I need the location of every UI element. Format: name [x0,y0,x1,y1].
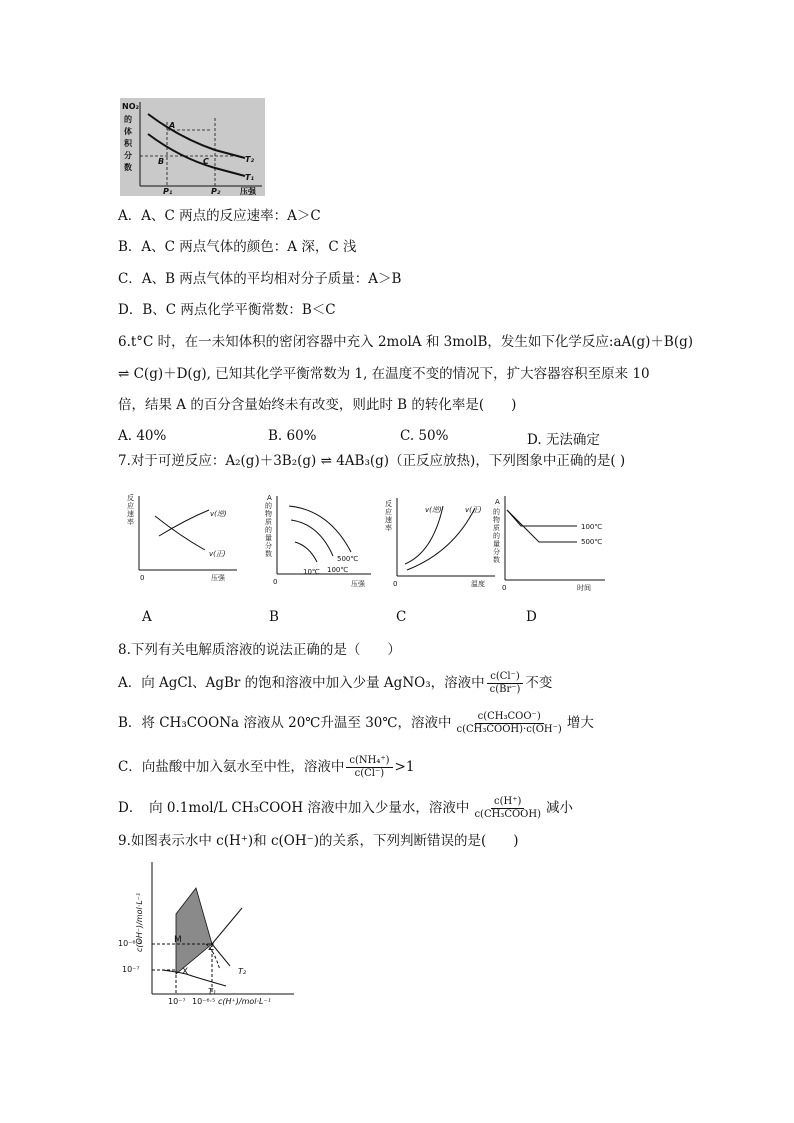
q8-option-d [118,796,573,821]
q8-c-den: c(Cl⁻) [354,768,385,779]
q9-point-x: X [182,967,189,977]
q7-stem: 7.对于可逆反应：A₂(g)＋3B₂(g) ⇌ 4AB₃(g)（正反应放热)，下列图象中正确的是( ) [118,453,626,469]
q6-option-a: A. 40% [118,428,167,444]
q5-option-b: B．A、C 两点气体的颜色：A 深，C 浅 [118,239,357,255]
q6-line-3: 倍，结果 A 的百分含量始终未有改变，则此时 B 的转化率是( ) [118,397,517,413]
graph-a-ylabel-0: 反 [127,494,134,502]
graph-b-xlabel: 压强 [351,580,365,588]
graph-b-t3: 10℃ [303,568,320,576]
graph-c-curve-2: v(正) [465,506,482,514]
q8-option-a [118,671,552,696]
graph-a-xlabel: 压强 [211,574,225,582]
graph-b-t1: 500℃ [337,555,359,563]
graph-c-xlabel: 温度 [471,580,485,588]
q8-a-pre: A．向 AgCl、AgBr 的饱和溶液中加入少量 AgNO₃，溶液中 [118,675,485,691]
q8-b-pre: B．将 CH₃COONa 溶液从 20℃升温至 30℃，溶液中 [118,715,452,731]
q6-option-c: C. 50% [400,428,449,444]
q8-b-post: 增大 [566,715,594,731]
graph-a-ylabel-1: 应 [127,502,134,510]
q9-figure [118,858,298,1008]
graph-c-origin: 0 [393,580,398,588]
q7-graph-d [493,492,613,592]
q8-c-num: c(NH₄⁺) [346,755,392,768]
q9-point-m: M [174,935,182,945]
q7-label-d: D [526,609,537,625]
graph-b-ylabel-0: A [267,494,272,502]
graph-b-ylabel-7: 数 [265,550,272,558]
figure-no2-volume-fraction [120,98,265,196]
graph-d-ylabel-5: 量 [493,540,500,548]
q5-option-a: A．A、C 两点的反应速率：A＞C [118,208,321,224]
fig1-ylabel-0: NO₂ [122,102,139,111]
fig1-point-c: C [203,157,209,166]
fig1-ylabel-3: 积 [124,139,132,148]
q8-d-fraction [471,796,544,821]
q8-b-fraction [454,711,565,736]
graph-c-ylabel-0: 反 [385,500,392,508]
graph-c-curve-1: v(逆) [425,506,442,514]
fig1-curve-t2: T₂ [245,155,254,164]
q9-stem: 9.如图表示水中 c(H⁺)和 c(OH⁻)的关系，下列判断错误的是( ) [118,833,519,849]
graph-b-ylabel-2: 物 [265,510,272,518]
q8-c-pre: C．向盐酸中加入氨水至中性，溶液中 [118,759,345,775]
fig1-ylabel-4: 分 [124,151,132,160]
q8-a-fraction [487,671,524,696]
q8-d-den: c(CH₃COOH) [474,809,541,820]
graph-c-ylabel-1: 应 [385,508,392,516]
graph-b-origin: 0 [273,578,278,586]
q7-label-b: B [269,609,279,625]
graph-b-ylabel-1: 的 [265,502,272,510]
q9-point-z: Z [208,943,215,953]
graph-d-ylabel-4: 的 [493,532,500,540]
q7-label-a: A [142,609,152,625]
q8-b-den: c(CH₃COOH)·c(OH⁻) [456,724,562,735]
q6-option-d: D. 无法确定 [527,432,600,448]
graph-b-ylabel-4: 的 [265,526,272,534]
q8-b-num: c(CH₃COO⁻) [475,711,544,724]
graph-d-xlabel: 时间 [577,584,591,592]
fig1-point-b: B [158,157,165,166]
fig1-point-a: A [169,121,176,130]
graph-d-ylabel-1: 的 [493,508,500,516]
graph-b-t2: 100℃ [327,566,349,574]
graph-a-ylabel-2: 速 [127,510,134,518]
q8-stem: 8.下列有关电解质溶液的说法正确的是（ ） [118,642,401,658]
q9-x-high: 10⁻⁶·⁵ [192,997,216,1006]
q5-option-c: C．A、B 两点气体的平均相对分子质量：A＞B [118,271,402,287]
fig1-xlabel: 压强 [240,187,256,196]
q7-graph-c [383,492,501,588]
q9-xlabel: c(H⁺)/mol·L⁻¹ [218,997,271,1006]
q8-d-post: 减小 [546,800,573,816]
q9-ylabel: c(OH⁻)/mol·L⁻¹ [135,892,144,952]
q8-a-num: c(Cl⁻) [487,671,523,684]
q7-label-c: C [396,609,407,625]
fig1-ylabel-5: 数 [124,163,132,172]
q9-x-low: 10⁻⁷ [168,997,186,1006]
q8-a-post: 不变 [525,675,553,691]
graph-d-ylabel-6: 分 [493,548,500,556]
graph-a-ylabel-3: 率 [127,518,134,526]
q9-curve-t1: T₁ [208,987,217,996]
q9-curve-t2: T₂ [238,967,247,976]
q8-option-b [118,711,594,736]
fig1-curve-t1: T₁ [245,173,254,182]
q6-line-1: 6.t°C 时，在一未知体积的密闭容器中充入 2molA 和 3molB，发生如下化学反应:aA(g)＋B(g) [118,334,694,350]
fig1-ylabel-2: 体 [124,127,132,136]
graph-d-t2: 500℃ [581,538,603,546]
q9-y-low: 10⁻⁷ [122,965,140,974]
graph-a-origin: 0 [140,574,145,582]
q8-c-post: >1 [394,759,415,775]
q8-d-num: c(H⁺) [491,796,524,809]
graph-d-t1: 100℃ [581,523,603,531]
graph-a-curve-1: v(逆) [210,510,227,518]
fig1-tick-p1: P₁ [163,187,173,196]
graph-c-ylabel-3: 率 [385,524,392,532]
q8-a-den: c(Br⁻) [489,684,521,695]
graph-d-origin: 0 [502,584,507,592]
q5-option-d: D．B、C 两点化学平衡常数：B＜C [118,302,336,318]
q8-c-fraction [346,755,392,780]
q6-line-2: ⇌ C(g)＋D(g), 已知其化学平衡常数为 1, 在温度不变的情况下，扩大容器容积至原来 10 [118,366,650,382]
q8-option-c [118,755,414,780]
fig1-ylabel-1: 的 [124,115,132,124]
graph-c-ylabel-2: 速 [385,516,392,524]
q9-y-high: 10⁻⁶·⁵ [118,939,142,948]
graph-b-ylabel-5: 量 [265,534,272,542]
q8-d-pre: D． 向 0.1mol/L CH₃COOH 溶液中加入少量水，溶液中 [118,800,470,816]
q6-option-b: B. 60% [268,428,317,444]
graph-a-curve-2: v(正) [209,550,226,558]
graph-d-ylabel-3: 质 [493,524,500,532]
q7-graph-a [125,492,243,584]
graph-d-ylabel-0: A [495,498,500,506]
graph-b-ylabel-6: 分 [265,542,272,550]
graph-d-ylabel-7: 数 [493,556,500,564]
graph-b-ylabel-3: 质 [265,518,272,526]
fig1-tick-p2: P₂ [211,187,221,196]
graph-d-ylabel-2: 物 [493,516,500,524]
q7-graph-b [259,492,377,588]
